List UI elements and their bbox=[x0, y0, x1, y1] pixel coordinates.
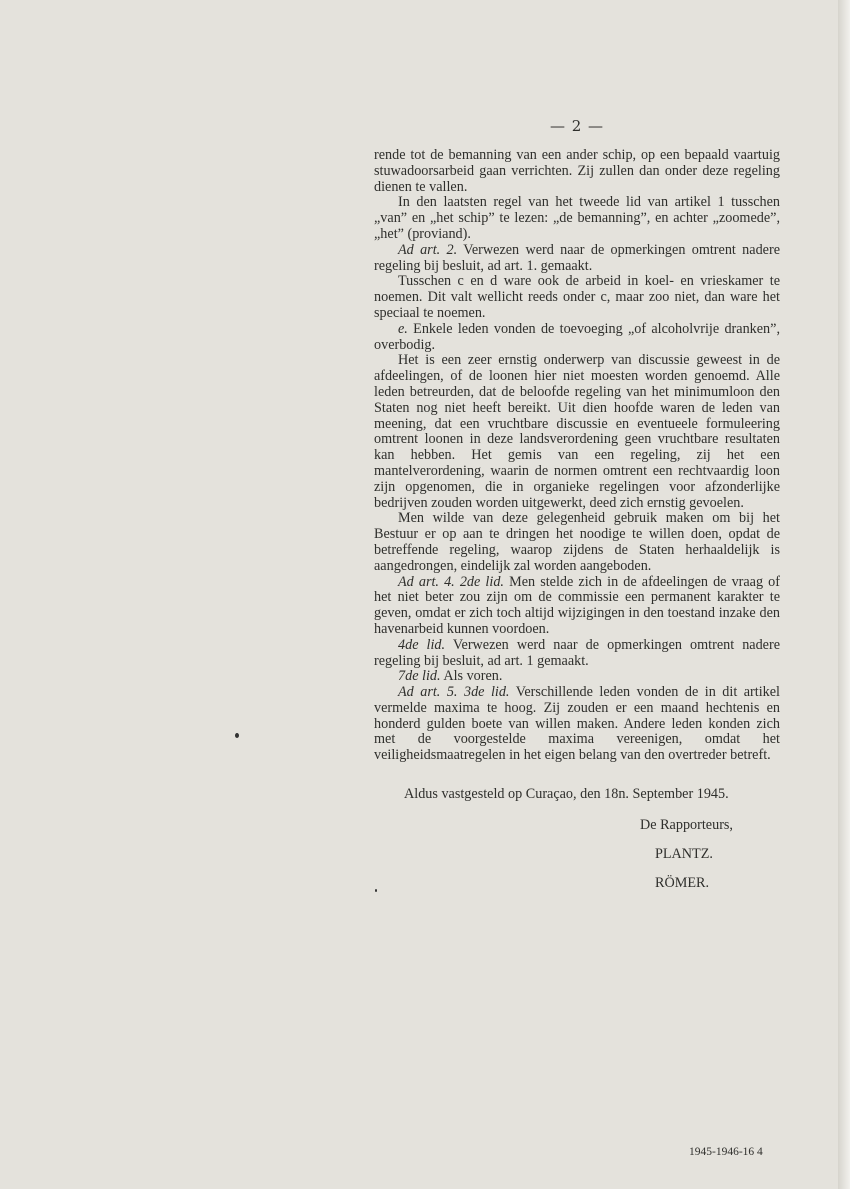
signatory-name: PLANTZ. bbox=[655, 846, 713, 862]
signatory-name: RÖMER. bbox=[655, 875, 709, 891]
page-edge bbox=[838, 0, 850, 1189]
article-label: Ad art. 2. bbox=[398, 241, 458, 258]
paragraph: Tusschen c en d ware ook de arbeid in koel- en vrieskamer te noemen. Dit valt wellicht reeds onder c, maar zoo niet, dan ware het speciaal te noemen. bbox=[374, 273, 780, 321]
paragraph-text: Enkele leden vonden de toevoeging „of alcoholvrije dranken”, overbodig. bbox=[374, 320, 780, 353]
paragraph-text: Verschillende leden vonden de in dit artikel vermelde maxima te hoog. Zij zouden er een maand hechtenis en honderd gulden boete van willen maken. Andere leden konden zich met de voorgestelde maxima vereenigen, omdat het veiligheidsmaatregelen in het eigen belang van den overtreder betreft. bbox=[374, 684, 781, 764]
paragraph: rende tot de bemanning van een ander schip, op een bepaald vaartuig stuwadoorsarbeid gaan verrichten. Zij zullen dan onder deze regeling dienen te vallen. bbox=[374, 147, 780, 195]
article-label: e. bbox=[398, 320, 408, 337]
paragraph bbox=[374, 243, 780, 275]
rapporteurs-label: De Rapporteurs, bbox=[640, 817, 733, 833]
article-label: Ad art. 4. 2de lid. bbox=[398, 573, 504, 590]
article-label: Ad art. 5. 3de lid. bbox=[398, 684, 510, 701]
paragraph: In den laatsten regel van het tweede lid van artikel 1 tusschen „van” en „het schip” te lezen: „de bemanning”, en achter „zoomede”, „het” (proviand). bbox=[374, 194, 780, 242]
document-code: 1945-1946-16 4 bbox=[689, 1146, 763, 1158]
paragraph bbox=[374, 685, 780, 764]
paragraph bbox=[374, 322, 780, 354]
paragraph-text: Men stelde zich in de afdeelingen de vraag of het niet beter zou zijn om de commissie een permanent karakter te geven, omdat er zich toch altijd wijzigingen in den toestand inzake den havenarbeid kunnen voordoen. bbox=[374, 573, 781, 637]
paragraph: Men wilde van deze gelegenheid gebruik maken om bij het Bestuur er op aan te dringen het noodige te willen doen, opdat de betreffende regeling, waarop zijdens de Staten herhaaldelijk is aangedrongen, eindelijk zal worden aangeboden. bbox=[374, 510, 780, 574]
ink-speck bbox=[375, 889, 377, 892]
article-label: 4de lid. bbox=[398, 636, 446, 653]
article-label: 7de lid. bbox=[398, 668, 441, 685]
ink-speck bbox=[235, 733, 239, 738]
paragraph bbox=[374, 669, 780, 685]
body-text bbox=[374, 148, 780, 764]
paragraph-text: Verwezen werd naar de opmerkingen omtrent nadere regeling bij besluit, ad art. 1 gemaakt. bbox=[374, 636, 780, 669]
page-number: — 2 — bbox=[549, 117, 605, 135]
paragraph: Het is een zeer ernstig onderwerp van discussie geweest in de afdeelingen, of de loonen hier niet moesten worden genoemd. Alle leden betreurden, dat de beloofde regeling van het minimumloon den Staten nog niet heeft bereikt. Uit dien hoofde waren de leden van meening, dat een vruchtbare discussie en eventueele formuleering omtrent loonen in deze landsverordening geen vruchtbare resultaten kan hebben. Het gemis van een regeling, zij het een mantelverordening, waarin de normen omtrent een rechtvaardig loon zijn opgenomen, die in organieke regelingen voor afzonderlijke bedrijven zouden worden uitgewerkt, deed zich ernstig gevoelen. bbox=[374, 352, 780, 511]
paragraph bbox=[374, 638, 780, 670]
closing-date: Aldus vastgesteld op Curaçao, den 18n. September 1945. bbox=[404, 786, 729, 802]
paragraph-text: Als voren. bbox=[440, 668, 503, 685]
paragraph bbox=[374, 575, 780, 638]
paragraph-text: Verwezen werd naar de opmerkingen omtrent nadere regeling bij besluit, ad art. 1. gemaakt. bbox=[374, 241, 780, 274]
